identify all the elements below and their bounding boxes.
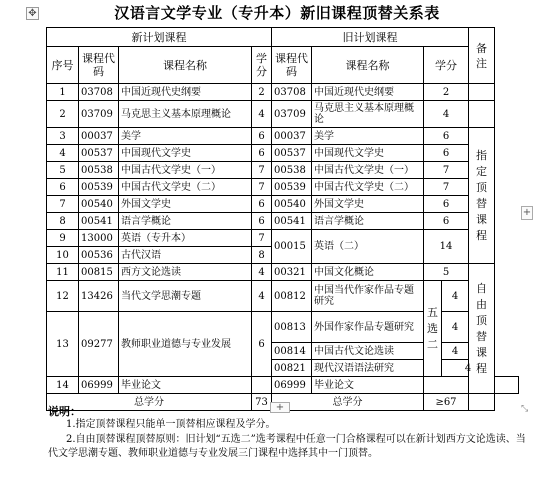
old-course-credit: 4: [442, 312, 469, 343]
new-course-code: 00815: [79, 264, 119, 281]
old-course-code: 03709: [272, 101, 312, 128]
new-name-header: 课程名称: [119, 47, 252, 84]
remark-assigned-replacement: 指定顶替课程: [469, 128, 495, 264]
new-course-code: 00539: [79, 179, 119, 196]
old-course-credit: 4: [442, 343, 469, 360]
new-course-credit: [252, 377, 272, 394]
old-course-credit: 6: [424, 145, 469, 162]
old-course-code: 00813: [272, 312, 312, 343]
new-course-credit: 4: [252, 264, 272, 281]
remark-cell: [469, 101, 495, 128]
old-course-name: 语言学概论: [312, 213, 424, 230]
old-course-code: 00015: [272, 230, 312, 264]
old-course-code: 00037: [272, 128, 312, 145]
remark-header: 备注: [469, 28, 495, 84]
remark-free-replacement: 自由顶替课程: [469, 264, 495, 394]
new-course-code: 00538: [79, 162, 119, 179]
new-course-name: 外国文学史: [119, 196, 252, 213]
remark-cell: [469, 84, 495, 101]
new-course-credit: 7: [252, 230, 272, 247]
new-course-name: 中国现代文学史: [119, 145, 252, 162]
old-course-credit: [424, 377, 469, 394]
new-course-credit: 6: [252, 312, 272, 377]
old-total-value: ≥67: [424, 394, 469, 411]
old-course-name: 中国古代文学史（二）: [312, 179, 424, 196]
row-seq: 11: [47, 264, 79, 281]
new-course-name: 马克思主义基本原理概论: [119, 101, 252, 128]
old-course-credit: 7: [424, 162, 469, 179]
old-plan-header: 旧计划课程: [272, 28, 469, 47]
old-code-header: 课程代码: [272, 47, 312, 84]
old-course-name: 中国古代文论选读: [312, 343, 424, 360]
old-course-credit: 4: [442, 281, 469, 312]
row-seq: 5: [47, 162, 79, 179]
row-seq: 12: [47, 281, 79, 312]
new-course-credit: 8: [252, 247, 272, 264]
new-course-code: 13426: [79, 281, 119, 312]
old-course-name: 现代汉语语法研究: [312, 360, 424, 377]
old-course-credit: 5: [424, 264, 469, 281]
old-course-name: 外国作家作品专题研究: [312, 312, 424, 343]
old-course-name: 中国近现代史纲要: [312, 84, 424, 101]
notes-heading: 说明：: [48, 405, 81, 418]
new-course-credit: 6: [252, 213, 272, 230]
new-course-credit: 6: [252, 196, 272, 213]
old-course-credit: 2: [424, 84, 469, 101]
old-course-code: 00539: [272, 179, 312, 196]
new-course-name: 教师职业道德与专业发展: [119, 312, 252, 377]
old-course-code: 00538: [272, 162, 312, 179]
old-course-code: 03708: [272, 84, 312, 101]
row-seq: 9: [47, 230, 79, 247]
table-resize-handle-icon[interactable]: ⤡: [521, 404, 529, 414]
seq-header: 序号: [47, 47, 79, 84]
new-course-code: 00540: [79, 196, 119, 213]
new-course-name: 中国近现代史纲要: [119, 84, 252, 101]
row-seq: 7: [47, 196, 79, 213]
old-course-name: 毕业论文: [312, 377, 424, 394]
row-seq: 13: [47, 312, 79, 377]
new-plan-header: 新计划课程: [47, 28, 272, 47]
old-course-credit: 6: [424, 213, 469, 230]
new-course-name: 美学: [119, 128, 252, 145]
add-column-icon[interactable]: +: [522, 207, 532, 218]
row-seq: 10: [47, 247, 79, 264]
new-total-value: 73: [252, 394, 272, 411]
new-course-code: 00037: [79, 128, 119, 145]
new-course-code: 03709: [79, 101, 119, 128]
new-course-code: 03708: [79, 84, 119, 101]
new-course-code: 00536: [79, 247, 119, 264]
new-course-code: 13000: [79, 230, 119, 247]
row-seq: 2: [47, 101, 79, 128]
new-course-credit: 7: [252, 179, 272, 196]
old-course-credit: 4: [424, 101, 469, 128]
new-course-credit: 2: [252, 84, 272, 101]
old-course-credit: 6: [424, 196, 469, 213]
old-course-name: 美学: [312, 128, 424, 145]
note-item: 1.指定顶替课程只能单一顶替相应课程及学分。: [66, 419, 276, 430]
new-course-code: 09277: [79, 312, 119, 377]
table-move-handle-icon[interactable]: ✥: [26, 7, 39, 20]
old-course-name: 中国文化概论: [312, 264, 424, 281]
new-course-credit: 6: [252, 128, 272, 145]
old-course-code: 00812: [272, 281, 312, 312]
old-course-code: 00540: [272, 196, 312, 213]
new-course-name: 当代文学思潮专题: [119, 281, 252, 312]
course-mapping-table: [46, 27, 519, 411]
new-course-name: 毕业论文: [119, 377, 252, 394]
row-seq: 14: [47, 377, 79, 394]
row-seq: 3: [47, 128, 79, 145]
new-course-code: 06999: [79, 377, 119, 394]
old-course-code: 06999: [272, 377, 312, 394]
page-title: 汉语言文学专业（专升本）新旧课程顶替关系表: [114, 4, 440, 22]
new-course-credit: 6: [252, 145, 272, 162]
old-course-name: 中国古代文学史（一）: [312, 162, 424, 179]
new-course-name: 古代汉语: [119, 247, 252, 264]
row-seq: 6: [47, 179, 79, 196]
row-seq: 4: [47, 145, 79, 162]
old-course-code: 00814: [272, 343, 312, 360]
old-course-name: 英语（二）: [312, 230, 424, 264]
new-course-name: 西方文论选读: [119, 264, 252, 281]
new-credit-header: 学分: [252, 47, 272, 84]
old-course-code: 00321: [272, 264, 312, 281]
old-course-credit: 7: [424, 179, 469, 196]
new-course-name: 中国古代文学史（一）: [119, 162, 252, 179]
old-name-header: 课程名称: [312, 47, 424, 84]
new-course-code: 00537: [79, 145, 119, 162]
new-course-name: 语言学概论: [119, 213, 252, 230]
old-course-code: 00537: [272, 145, 312, 162]
old-course-name: 外国文学史: [312, 196, 424, 213]
row-seq: 1: [47, 84, 79, 101]
row-seq: 8: [47, 213, 79, 230]
new-course-name: 英语（专升本）: [119, 230, 252, 247]
old-credit-header: 学分: [424, 47, 469, 84]
note-item: 2.自由顶替课程顶替原则：旧计划“五选二”选考课程中任意一门合格课程可以在新计划西方文论选读、当代文学思潮专题、教师职业道德与专业发展三门课程中选择其中一门顶替。: [48, 434, 526, 459]
old-course-code: 00541: [272, 213, 312, 230]
old-course-credit: 4: [442, 360, 495, 377]
new-course-code: 00541: [79, 213, 119, 230]
remark-cell: [495, 377, 519, 394]
old-total-label: 总学分: [272, 394, 424, 411]
old-course-code: 00821: [272, 360, 312, 377]
old-course-name: 中国当代作家作品专题研究: [312, 281, 424, 312]
new-course-name: 中国古代文学史（二）: [119, 179, 252, 196]
new-course-credit: 4: [252, 281, 272, 312]
new-code-header: 课程代码: [79, 47, 119, 84]
new-total-label: 总学分: [47, 394, 252, 411]
new-course-credit: 4: [252, 101, 272, 128]
old-course-credit: 14: [424, 230, 469, 264]
add-row-icon[interactable]: +: [270, 402, 290, 413]
new-course-credit: 7: [252, 162, 272, 179]
old-course-credit: 6: [424, 128, 469, 145]
old-course-name: 马克思主义基本原理概论: [312, 101, 424, 128]
old-course-name: 中国现代文学史: [312, 145, 424, 162]
remark-cell: [469, 394, 495, 411]
elective-group-label: 五选二: [424, 281, 442, 377]
